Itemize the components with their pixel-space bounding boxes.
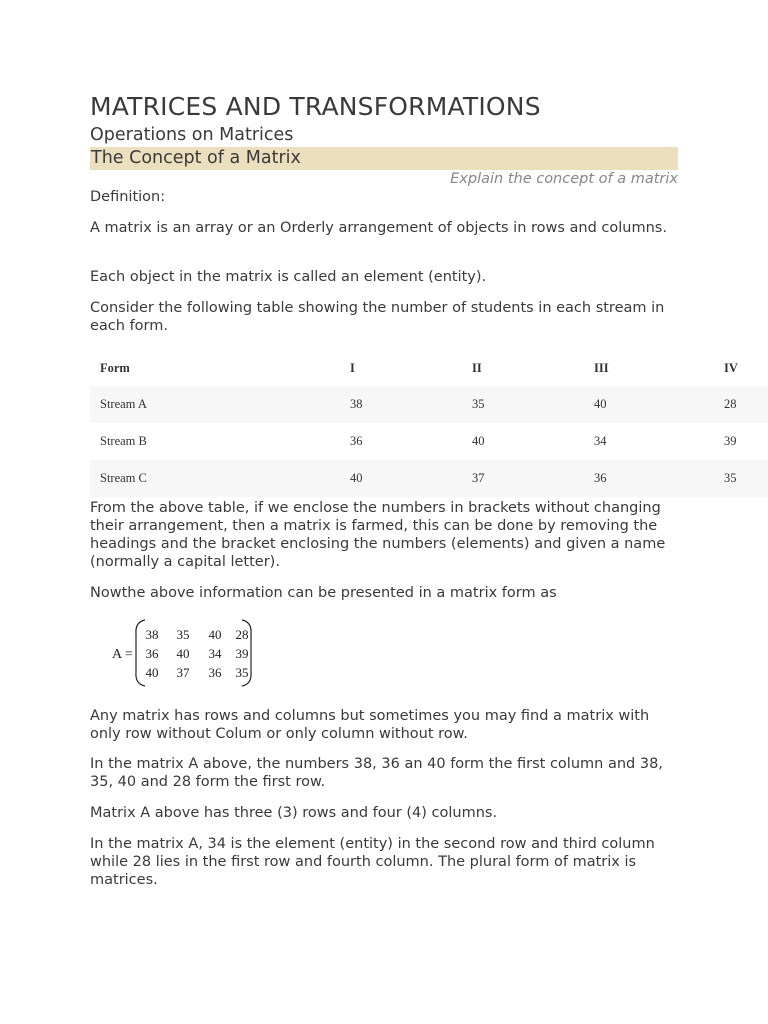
matrix-entry: 36 [208,665,222,680]
matrix-entry: 38 [145,627,159,642]
table-cell: 38 [350,397,363,411]
table-header-cell: III [594,360,609,375]
element-position-paragraph: In the matrix A, 34 is the element (entity) in the second row and third column while 28 lies in the first row and fourth column. The plural form of matrix is matrices. [90,836,655,888]
matrix-entry: 40 [145,665,159,680]
table-cell: Stream B [100,434,147,448]
left-bracket [136,620,145,686]
matrix-entry: 40 [208,627,222,642]
table-cell: 36 [594,471,607,485]
table-cell: 35 [472,397,485,411]
table-row [90,423,768,460]
matrix-label: A = [112,647,133,662]
table-cell: 40 [472,434,485,448]
after-table-paragraph: From the above table, if we enclose the numbers in brackets without changing their arrangement, then a matrix is farmed, this can be done by removing the headings and the bracket enclosing the numbers (elements) and given a name (normally a capital letter). [90,500,666,570]
students-table [90,350,768,497]
table-row [90,386,768,423]
table-cell: 39 [724,434,737,448]
rows-columns-paragraph: Any matrix has rows and columns but sometimes you may find a matrix with only row without Colum or only column without row. [90,708,650,742]
table-header-cell: Form [100,360,130,375]
matrix-entry: 36 [145,646,159,661]
matrix-entry: 35 [235,665,249,680]
table-header-cell: IV [724,360,738,375]
page-subtitle: Operations on Matrices [90,125,294,145]
learning-objective: Explain the concept of a matrix [450,171,678,187]
dimensions-paragraph: Matrix A above has three (3) rows and four (4) columns. [90,805,498,821]
matrix-entry: 34 [208,646,222,661]
section-heading-bar [90,147,678,170]
table-cell: 34 [594,434,607,448]
table-cell: 40 [350,471,363,485]
definition-label: Definition: [90,189,166,205]
section-title: The Concept of a Matrix [91,148,301,168]
matrix-intro-paragraph: Nowthe above information can be presented in a matrix form as [90,585,557,601]
first-column-paragraph: In the matrix A above, the numbers 38, 36 an 40 form the first column and 38, 35, 40 and 28 form the first row. [90,756,663,790]
table-cell: 36 [350,434,363,448]
table-cell: 28 [724,397,737,411]
table-cell: 37 [472,471,485,485]
element-paragraph: Each object in the matrix is called an element (entity). [90,269,487,285]
table-cell: 40 [594,397,607,411]
matrix-entry: 35 [176,627,190,642]
table-row [90,460,768,497]
table-cell: Stream A [100,397,147,411]
matrix-entry: 40 [176,646,190,661]
matrix-a-figure [112,618,262,688]
page-title: MATRICES AND TRANSFORMATIONS [90,92,541,121]
table-header-row [90,350,768,386]
table-intro-paragraph: Consider the following table showing the number of students in each stream in each form. [90,300,665,334]
definition-paragraph: A matrix is an array or an Orderly arrangement of objects in rows and columns. [90,220,667,236]
table-header-cell: II [472,360,482,375]
table-header-cell: I [350,360,355,375]
table-cell: Stream C [100,471,147,485]
table-cell: 35 [724,471,737,485]
matrix-entry: 39 [235,646,249,661]
matrix-entry: 28 [235,627,249,642]
matrix-entry: 37 [176,665,190,680]
